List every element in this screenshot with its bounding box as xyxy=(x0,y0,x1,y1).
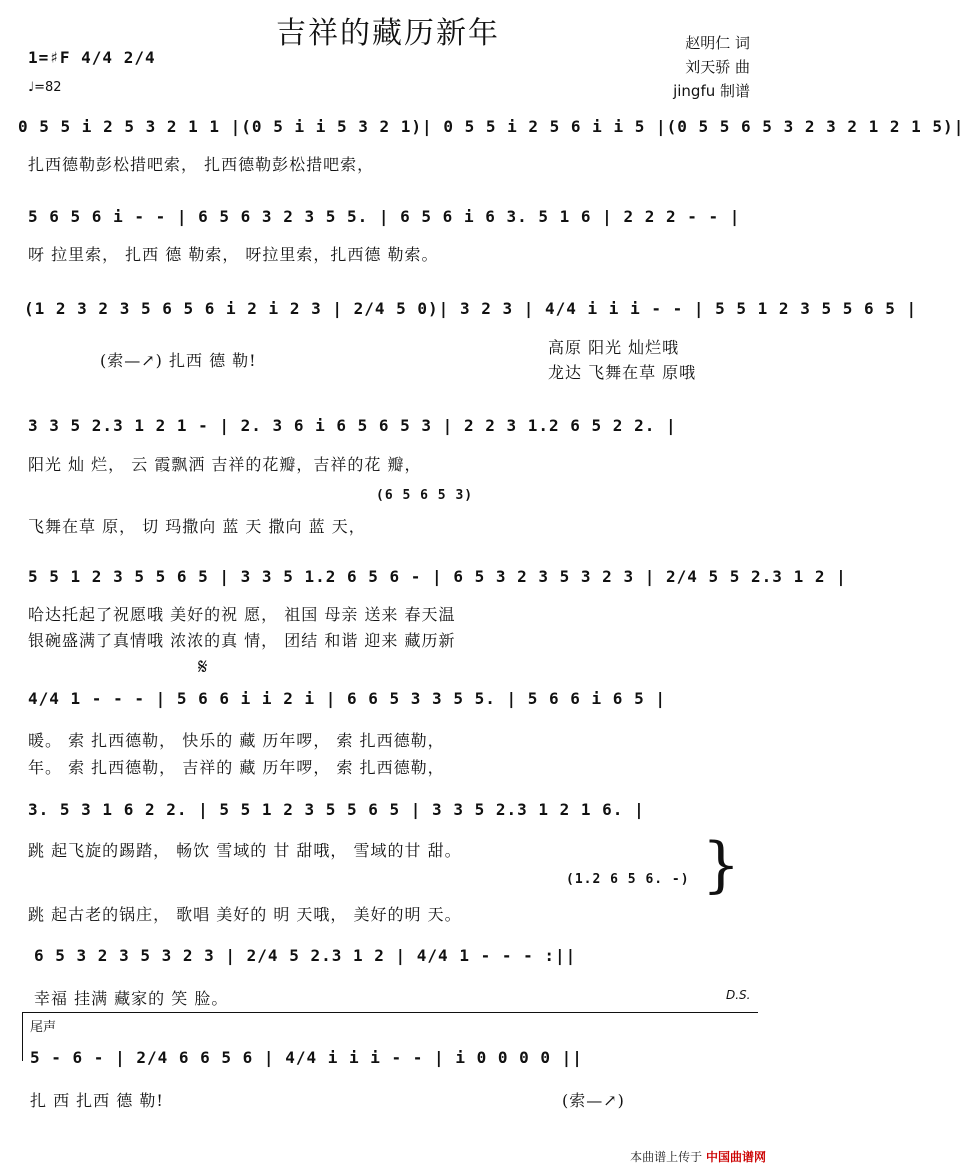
tempo-marking: ♩=82 xyxy=(28,80,62,95)
lyrics-row-8-verse-2: 跳 起古老的锅庄， 歌唱 美好的 明 天哦， 美好的明 天。 xyxy=(28,905,462,924)
alternate-notes-row-8: (1.2 6 5 6. -) xyxy=(566,872,690,887)
upload-credit xyxy=(630,1148,766,1165)
lyrics-row-1: 扎西德勒彭松措吧索， 扎西德勒彭松措吧索， xyxy=(28,155,375,174)
segno-sign: 𝄋 xyxy=(198,655,208,680)
verse-brace-icon: } xyxy=(702,830,741,900)
notation-row-2: 5 6 5 6 i - - | 6 5 6 3 2 3 5 5. | 6 5 6 i 6 3. 5 1 6 | 2 2 2 - - | xyxy=(28,207,741,226)
lyricist-credit: 赵明仁 词 xyxy=(685,34,750,52)
lyrics-row-9: 幸福 挂满 藏家的 笑 脸。 xyxy=(34,989,229,1008)
alternate-notes-row-4: (6 5 6 5 3) xyxy=(376,488,474,503)
site-logo[interactable]: 中国曲谱网 xyxy=(705,1150,766,1164)
lyrics-row-4: 阳光 灿 烂， 云 霞飘洒 吉祥的花瓣，吉祥的花 瓣， xyxy=(28,455,422,474)
notation-row-4: 3 3 5 2.3 1 2 1 - | 2. 3 6 i 6 5 6 5 3 | 2 2 3 1.2 6 5 2 2. | xyxy=(28,416,677,435)
lyrics-row-7-verse-1: 暖。 索 扎西德勒， 快乐的 藏 历年啰， 索 扎西德勒， xyxy=(28,731,445,750)
page-title: 吉祥的藏历新年 xyxy=(276,16,500,51)
lyrics-row-3-verse-2: 龙达 飞舞在草 原哦 xyxy=(548,363,697,382)
lyrics-row-2: 呀 拉里索， 扎西 德 勒索， 呀拉里索，扎西德 勒索。 xyxy=(28,245,439,264)
coda-label: 尾声 xyxy=(30,1020,57,1035)
notation-row-3: (1 2 3 2 3 5 6 5 6 i 2 i 2 3 | 2/4 5 0)| 3 2 3 | 4/4 i i i - - | 5 5 1 2 3 5 5 6 5 | xyxy=(24,299,918,318)
lyrics-row-6-verse-2: 银碗盛满了真情哦 浓浓的真 情， 团结 和谐 迎来 藏历新 xyxy=(28,631,456,650)
lyrics-coda: 扎 西 扎西 德 勒! xyxy=(30,1091,164,1110)
notation-row-8: 3. 5 3 1 6 2 2. | 5 5 1 2 3 5 5 6 5 | 3 3 5 2.3 1 2 1 6. | xyxy=(28,800,645,819)
lyrics-row-3-verse-1: 高原 阳光 灿烂哦 xyxy=(548,338,680,357)
lyrics-row-7-verse-2: 年。 索 扎西德勒， 吉祥的 藏 历年啰， 索 扎西德勒， xyxy=(28,758,445,777)
notation-coda: 5 - 6 - | 2/4 6 6 5 6 | 4/4 i i i - - | i 0 0 0 0 || xyxy=(30,1048,583,1067)
lyrics-row-6-verse-1: 哈达托起了祝愿哦 美好的祝 愿， 祖国 母亲 送来 春天温 xyxy=(28,605,456,624)
dal-segno-marking: D.S. xyxy=(726,988,751,1002)
lyrics-row-8-verse-1: 跳 起飞旋的踢踏， 畅饮 雪域的 甘 甜哦， 雪域的甘 甜。 xyxy=(28,841,462,860)
lyrics-row-3: (索—↗) 扎西 德 勒! xyxy=(100,351,257,370)
key-signature: 1=♯F 4/4 2/4 xyxy=(28,48,156,67)
composer-credit: 刘天骄 曲 xyxy=(685,58,750,76)
notation-row-7: 4/4 1 - - - | 5 6 6 i i 2 i | 6 6 5 3 3 5 5. | 5 6 6 i 6 5 | xyxy=(28,689,666,708)
lyrics-row-5: 飞舞在草 原， 切 玛撒向 蓝 天 撒向 蓝 天， xyxy=(28,517,366,536)
upload-credit-prefix: 本曲谱上传于 xyxy=(630,1150,703,1164)
notation-row-1: 0 5 5 i 2 5 3 2 1 1 |(0 5 i i 5 3 2 1)| 0 5 5 i 2 5 6 i i 5 |(0 5 5 6 5 3 2 3 2 1 2 1 5)| xyxy=(18,117,964,136)
notation-row-9: 6 5 3 2 3 5 3 2 3 | 2/4 5 2.3 1 2 | 4/4 1 - - - :|| xyxy=(34,946,577,965)
transcriber-credit: jingfu 制谱 xyxy=(673,82,750,100)
coda-call: (索—↗) xyxy=(562,1091,625,1110)
notation-row-6: 5 5 1 2 3 5 5 6 5 | 3 3 5 1.2 6 5 6 - | 6 5 3 2 3 5 3 2 3 | 2/4 5 5 2.3 1 2 | xyxy=(28,567,847,586)
